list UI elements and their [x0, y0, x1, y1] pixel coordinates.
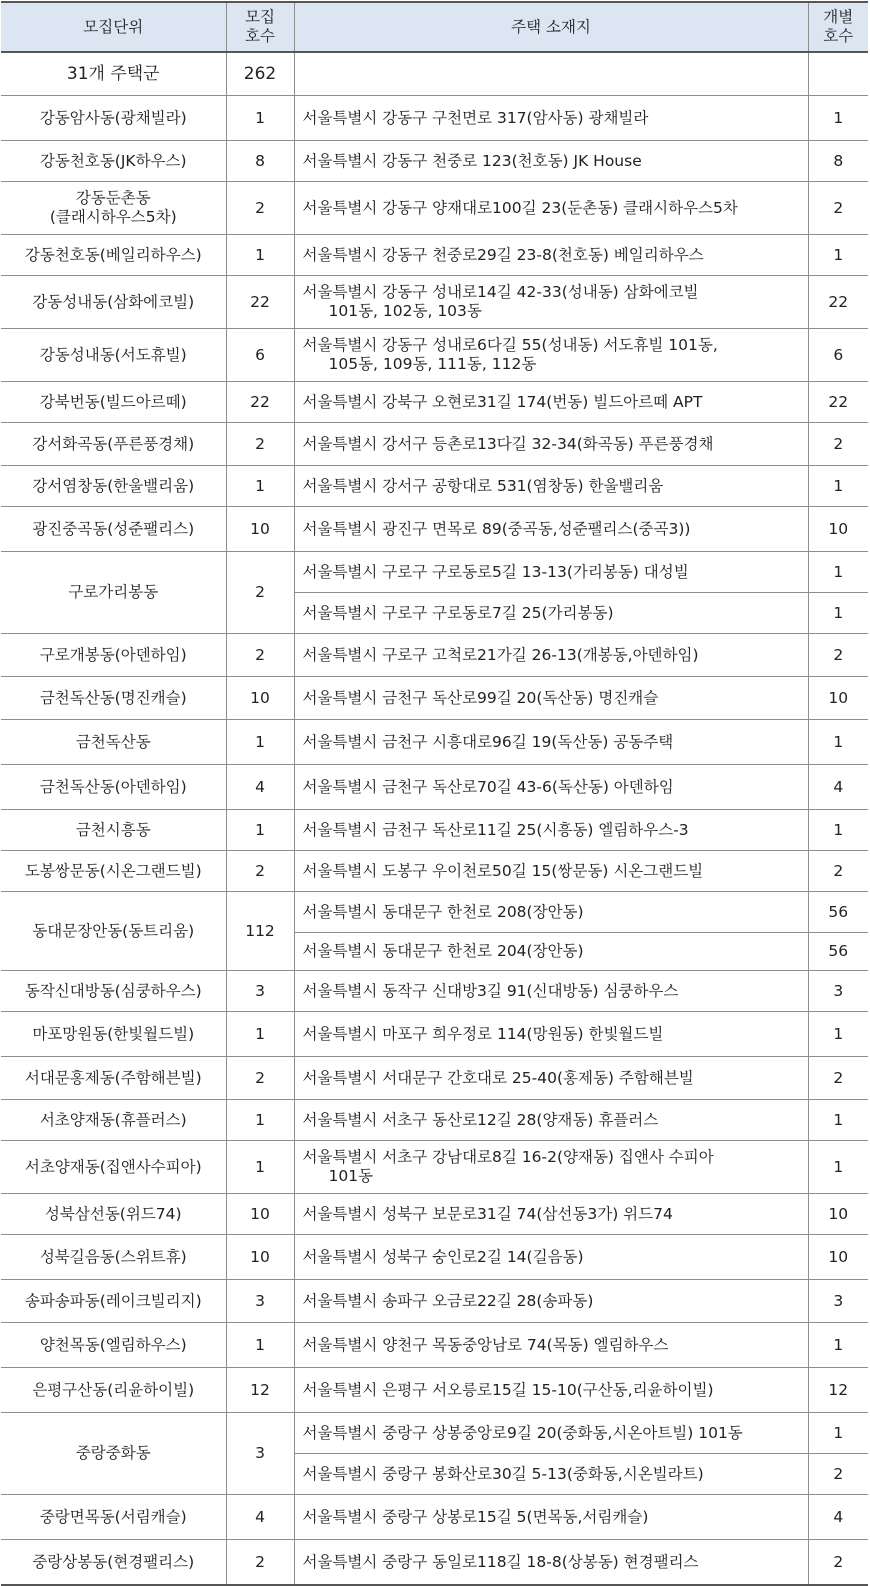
address: 서울특별시 마포구 희우정로 114(망원동) 한빛월드빌 [294, 1012, 808, 1057]
indiv-count: 2 [808, 1057, 868, 1100]
table-row [1, 634, 868, 677]
unit-name: 강동성내동(삼화에코빌) [1, 276, 226, 329]
total-row [1, 52, 868, 96]
unit-name: 중랑상봉동(현경팰리스) [1, 1540, 226, 1586]
address: 서울특별시 광진구 면목로 89(중곡동,성준팰리스(중곡3)) [294, 507, 808, 552]
unit-name: 서초양재동(집앤사수피아) [1, 1141, 226, 1194]
unit-name: 광진중곡동(성준팰리스) [1, 507, 226, 552]
address: 서울특별시 금천구 독산로70길 43-6(독산동) 아덴하임 [294, 765, 808, 810]
recruit-count: 22 [226, 382, 294, 423]
table-row [1, 810, 868, 851]
table-row [1, 765, 868, 810]
address: 서울특별시 중랑구 상봉로15길 5(면목동,서림캐슬) [294, 1495, 808, 1540]
recruit-count: 6 [226, 329, 294, 382]
indiv-count: 4 [808, 1495, 868, 1540]
table-row [1, 276, 868, 329]
housing-recruitment-table [1, 1, 868, 1586]
address: 서울특별시 서대문구 간호대로 25-40(홍제동) 주함해븐빌 [294, 1057, 808, 1100]
address: 서울특별시 성북구 보문로31길 74(삼선동3가) 위드74 [294, 1194, 808, 1235]
address: 서울특별시 강동구 성내로14길 42-33(성내동) 삼화에코빌 101동, 102동, 103동 [294, 276, 808, 329]
indiv-count: 56 [808, 933, 868, 971]
address: 서울특별시 중랑구 봉화산로30길 5-13(중화동,시온빌라트) [294, 1454, 808, 1495]
address: 서울특별시 양천구 목동중앙남로 74(목동) 엘림하우스 [294, 1323, 808, 1368]
total-address-empty [294, 52, 808, 96]
indiv-count: 1 [808, 1141, 868, 1194]
unit-name: 중랑중화동 [1, 1413, 226, 1495]
indiv-count: 2 [808, 1540, 868, 1586]
indiv-count: 10 [808, 1235, 868, 1280]
table-row [1, 141, 868, 182]
recruit-count: 1 [226, 1100, 294, 1141]
address: 서울특별시 서초구 강남대로8길 16-2(양재동) 집앤사 수피아 101동 [294, 1141, 808, 1194]
indiv-count: 2 [808, 182, 868, 235]
indiv-count: 10 [808, 677, 868, 720]
recruit-count: 10 [226, 677, 294, 720]
unit-name: 은평구산동(리윤하이빌) [1, 1368, 226, 1413]
indiv-count: 56 [808, 892, 868, 933]
unit-name: 강서화곡동(푸른풍경채) [1, 423, 226, 466]
indiv-count: 22 [808, 382, 868, 423]
address: 서울특별시 금천구 시흥대로96길 19(독산동) 공동주택 [294, 720, 808, 765]
unit-name: 중랑면목동(서림캐슬) [1, 1495, 226, 1540]
unit-name: 도봉쌍문동(시온그랜드빌) [1, 851, 226, 892]
total-name: 31개 주택군 [1, 52, 226, 96]
unit-name: 강서염창동(한울밸리움) [1, 466, 226, 507]
indiv-count: 2 [808, 634, 868, 677]
address: 서울특별시 중랑구 동일로118길 18-8(상봉동) 현경팰리스 [294, 1540, 808, 1586]
indiv-count: 2 [808, 1454, 868, 1495]
indiv-count: 1 [808, 466, 868, 507]
indiv-count: 1 [808, 720, 868, 765]
unit-name: 강동천호동(JK하우스) [1, 141, 226, 182]
recruit-count: 2 [226, 182, 294, 235]
recruit-count: 1 [226, 96, 294, 141]
unit-name: 구로개봉동(아덴하임) [1, 634, 226, 677]
address: 서울특별시 구로구 구로동로7길 25(가리봉동) [294, 593, 808, 634]
address: 서울특별시 은평구 서오릉로15길 15-10(구산동,리윤하이빌) [294, 1368, 808, 1413]
unit-name: 강동암사동(광채빌라) [1, 96, 226, 141]
unit-name: 강동둔촌동 (클래시하우스5차) [1, 182, 226, 235]
table-row [1, 1141, 868, 1194]
address: 서울특별시 강동구 양재대로100길 23(둔촌동) 클래시하우스5차 [294, 182, 808, 235]
indiv-count: 1 [808, 1323, 868, 1368]
address: 서울특별시 강서구 공항대로 531(염창동) 한울밸리움 [294, 466, 808, 507]
recruit-count: 4 [226, 1495, 294, 1540]
table-row [1, 235, 868, 276]
unit-name: 서대문홍제동(주함해븐빌) [1, 1057, 226, 1100]
header-address: 주택 소재지 [294, 2, 808, 52]
recruit-count: 10 [226, 507, 294, 552]
indiv-count: 1 [808, 235, 868, 276]
indiv-count: 8 [808, 141, 868, 182]
table-row [1, 1540, 868, 1586]
indiv-count: 1 [808, 593, 868, 634]
table-row [1, 1413, 868, 1454]
header-individual-count: 개별 호수 [808, 2, 868, 52]
table-row [1, 1235, 868, 1280]
address: 서울특별시 송파구 오금로22길 28(송파동) [294, 1280, 808, 1323]
indiv-count: 22 [808, 276, 868, 329]
indiv-count: 1 [808, 1012, 868, 1057]
total-indiv-empty [808, 52, 868, 96]
table-row [1, 892, 868, 933]
indiv-count: 2 [808, 851, 868, 892]
recruit-count: 2 [226, 851, 294, 892]
recruit-count: 112 [226, 892, 294, 971]
table-row [1, 1057, 868, 1100]
unit-name: 강동성내동(서도휴빌) [1, 329, 226, 382]
header-unit: 모집단위 [1, 2, 226, 52]
unit-name: 동대문장안동(동트리움) [1, 892, 226, 971]
header-recruit-count: 모집 호수 [226, 2, 294, 52]
indiv-count: 1 [808, 552, 868, 593]
recruit-count: 3 [226, 1280, 294, 1323]
table-row [1, 382, 868, 423]
indiv-count: 3 [808, 971, 868, 1012]
unit-name: 송파송파동(레이크빌리지) [1, 1280, 226, 1323]
unit-name: 양천목동(엘림하우스) [1, 1323, 226, 1368]
table-row [1, 971, 868, 1012]
recruit-count: 12 [226, 1368, 294, 1413]
unit-name: 구로가리봉동 [1, 552, 226, 634]
address: 서울특별시 강동구 천중로29길 23-8(천호동) 베일리하우스 [294, 235, 808, 276]
address: 서울특별시 중랑구 상봉중앙로9길 20(중화동,시온아트빌) 101동 [294, 1413, 808, 1454]
table-row [1, 1368, 868, 1413]
table-row [1, 1100, 868, 1141]
table-row [1, 552, 868, 593]
recruit-count: 1 [226, 466, 294, 507]
unit-name: 강동천호동(베일리하우스) [1, 235, 226, 276]
recruit-count: 3 [226, 971, 294, 1012]
table-row [1, 1012, 868, 1057]
recruit-count: 1 [226, 1141, 294, 1194]
recruit-count: 1 [226, 1012, 294, 1057]
address: 서울특별시 동대문구 한천로 204(장안동) [294, 933, 808, 971]
table-row [1, 851, 868, 892]
address: 서울특별시 서초구 동산로12길 28(양재동) 휴플러스 [294, 1100, 808, 1141]
unit-name: 마포망원동(한빛월드빌) [1, 1012, 226, 1057]
recruit-count: 4 [226, 765, 294, 810]
address: 서울특별시 동대문구 한천로 208(장안동) [294, 892, 808, 933]
unit-name: 성북삼선동(위드74) [1, 1194, 226, 1235]
indiv-count: 1 [808, 810, 868, 851]
address: 서울특별시 금천구 독산로99길 20(독산동) 명진캐슬 [294, 677, 808, 720]
unit-name: 성북길음동(스위트휴) [1, 1235, 226, 1280]
indiv-count: 3 [808, 1280, 868, 1323]
indiv-count: 10 [808, 507, 868, 552]
indiv-count: 10 [808, 1194, 868, 1235]
indiv-count: 1 [808, 1100, 868, 1141]
indiv-count: 6 [808, 329, 868, 382]
recruit-count: 1 [226, 810, 294, 851]
recruit-count: 10 [226, 1194, 294, 1235]
address: 서울특별시 동작구 신대방3길 91(신대방동) 심쿵하우스 [294, 971, 808, 1012]
table-row [1, 1280, 868, 1323]
unit-name: 금천독산동(아덴하임) [1, 765, 226, 810]
recruit-count: 2 [226, 423, 294, 466]
indiv-count: 1 [808, 1413, 868, 1454]
table-row [1, 96, 868, 141]
address: 서울특별시 강동구 구천면로 317(암사동) 광채빌라 [294, 96, 808, 141]
address: 서울특별시 강북구 오현로31길 174(번동) 빌드아르떼 APT [294, 382, 808, 423]
unit-name: 동작신대방동(심쿵하우스) [1, 971, 226, 1012]
indiv-count: 2 [808, 423, 868, 466]
indiv-count: 4 [808, 765, 868, 810]
unit-name: 금천독산동 [1, 720, 226, 765]
table-row [1, 720, 868, 765]
address: 서울특별시 강동구 성내로6다길 55(성내동) 서도휴빌 101동, 105동, 109동, 111동, 112동 [294, 329, 808, 382]
recruit-count: 22 [226, 276, 294, 329]
indiv-count: 12 [808, 1368, 868, 1413]
unit-name: 금천시흥동 [1, 810, 226, 851]
address: 서울특별시 강서구 등촌로13다길 32-34(화곡동) 푸른풍경채 [294, 423, 808, 466]
table-row [1, 466, 868, 507]
table-row [1, 1495, 868, 1540]
total-count: 262 [226, 52, 294, 96]
address: 서울특별시 구로구 구로동로5길 13-13(가리봉동) 대성빌 [294, 552, 808, 593]
address: 서울특별시 도봉구 우이천로50길 15(쌍문동) 시온그랜드빌 [294, 851, 808, 892]
table-row [1, 423, 868, 466]
recruit-count: 2 [226, 1540, 294, 1586]
indiv-count: 1 [808, 96, 868, 141]
table-row [1, 329, 868, 382]
recruit-count: 2 [226, 634, 294, 677]
recruit-count: 8 [226, 141, 294, 182]
table-row [1, 1194, 868, 1235]
table-row [1, 507, 868, 552]
table-row [1, 182, 868, 235]
recruit-count: 3 [226, 1413, 294, 1495]
recruit-count: 1 [226, 235, 294, 276]
recruit-count: 10 [226, 1235, 294, 1280]
table-row [1, 677, 868, 720]
address: 서울특별시 구로구 고척로21가길 26-13(개봉동,아덴하임) [294, 634, 808, 677]
address: 서울특별시 금천구 독산로11길 25(시흥동) 엘림하우스-3 [294, 810, 808, 851]
recruit-count: 1 [226, 1323, 294, 1368]
unit-name: 금천독산동(명진캐슬) [1, 677, 226, 720]
recruit-count: 1 [226, 720, 294, 765]
recruit-count: 2 [226, 552, 294, 634]
unit-name: 서초양재동(휴플러스) [1, 1100, 226, 1141]
table-row [1, 1323, 868, 1368]
table-header-row [1, 2, 868, 52]
address: 서울특별시 강동구 천중로 123(천호동) JK House [294, 141, 808, 182]
address: 서울특별시 성북구 숭인로2길 14(길음동) [294, 1235, 808, 1280]
unit-name: 강북번동(빌드아르떼) [1, 382, 226, 423]
recruit-count: 2 [226, 1057, 294, 1100]
